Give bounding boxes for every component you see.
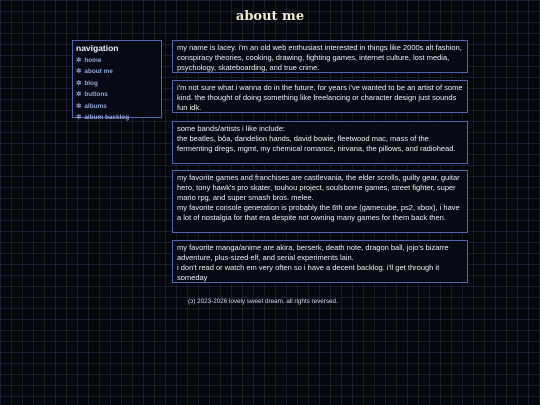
nav-item-albums[interactable] — [76, 101, 161, 112]
backlog-text: i don't read or watch em very often so i have a decent backlog. i'll get through it someday — [177, 263, 440, 282]
star-icon: ✲ — [76, 102, 82, 110]
nav-item-blog[interactable] — [76, 78, 161, 89]
star-icon: ✲ — [76, 114, 82, 122]
footer-copyright: (ↄ) 2023-2026 lovely sweet dream. all rights reversed. — [188, 298, 338, 305]
star-icon: ✲ — [76, 57, 82, 64]
nav-item-label: home — [84, 57, 102, 64]
star-icon: ✲ — [76, 91, 82, 99]
nav-item-about-me[interactable] — [76, 66, 161, 77]
anime-text: my favorite manga/anime are akira, berserk, death note, dragon ball, jojo's bizarre adventure, plus-sized elf, and serial experiments lain. — [177, 243, 449, 262]
intro-text: my name is lacey. i'm an old web enthusiast interested in things like 2000s alt fashion, conspiracy theories, cooking, drawing, fighting games, internet culture, lost media, psychology, skateboarding, and true crime. — [177, 43, 462, 72]
music-section — [172, 121, 468, 164]
page-title: about me — [235, 9, 305, 24]
navigation-heading: navigation — [76, 43, 119, 53]
music-intro-text: some bands/artists i like include: — [177, 124, 285, 133]
games-text: my favorite games and franchises are castlevania, the elder scrolls, guilty gear, guitar hero, tony hawk's pro skater, touhou project, soulsborne games, street fighter, super mario rpg, and super smash bros. melee. — [177, 173, 460, 202]
nav-item-home[interactable] — [76, 55, 161, 66]
nav-item-buttons[interactable] — [76, 89, 161, 100]
nav-item-label: blog — [84, 79, 98, 87]
star-icon: ✲ — [76, 68, 82, 76]
future-section — [172, 80, 468, 113]
music-list-text: the beatles, bôa, dandelion hands, david bowie, fleetwood mac, mass of the fermenting dregs, mgmt, my chemical romance, nirvana, the pillows, and radiohead. — [177, 134, 456, 153]
future-text: i'm not sure what i wanna do in the future. for years i've wanted to be an artist of some kind. the thought of doing something like freelancing or character design just sounds fun idk. — [177, 83, 463, 112]
console-text: my favorite console generation is probably the 6th one (gamecube, ps2, xbox), i have a lot of nostalgia for that era despite not owning many games for them back then. — [177, 203, 460, 222]
star-icon: ✲ — [76, 79, 82, 87]
nav-item-label: buttons — [84, 91, 108, 99]
nav-item-label: album backlog — [84, 114, 130, 122]
nav-item-label: albums — [84, 102, 107, 110]
anime-section — [172, 240, 468, 283]
nav-item-album-backlog[interactable] — [76, 112, 161, 123]
nav-item-label: about me — [84, 68, 113, 76]
games-section — [172, 170, 468, 233]
intro-section — [172, 40, 468, 73]
navigation-panel — [72, 40, 162, 122]
